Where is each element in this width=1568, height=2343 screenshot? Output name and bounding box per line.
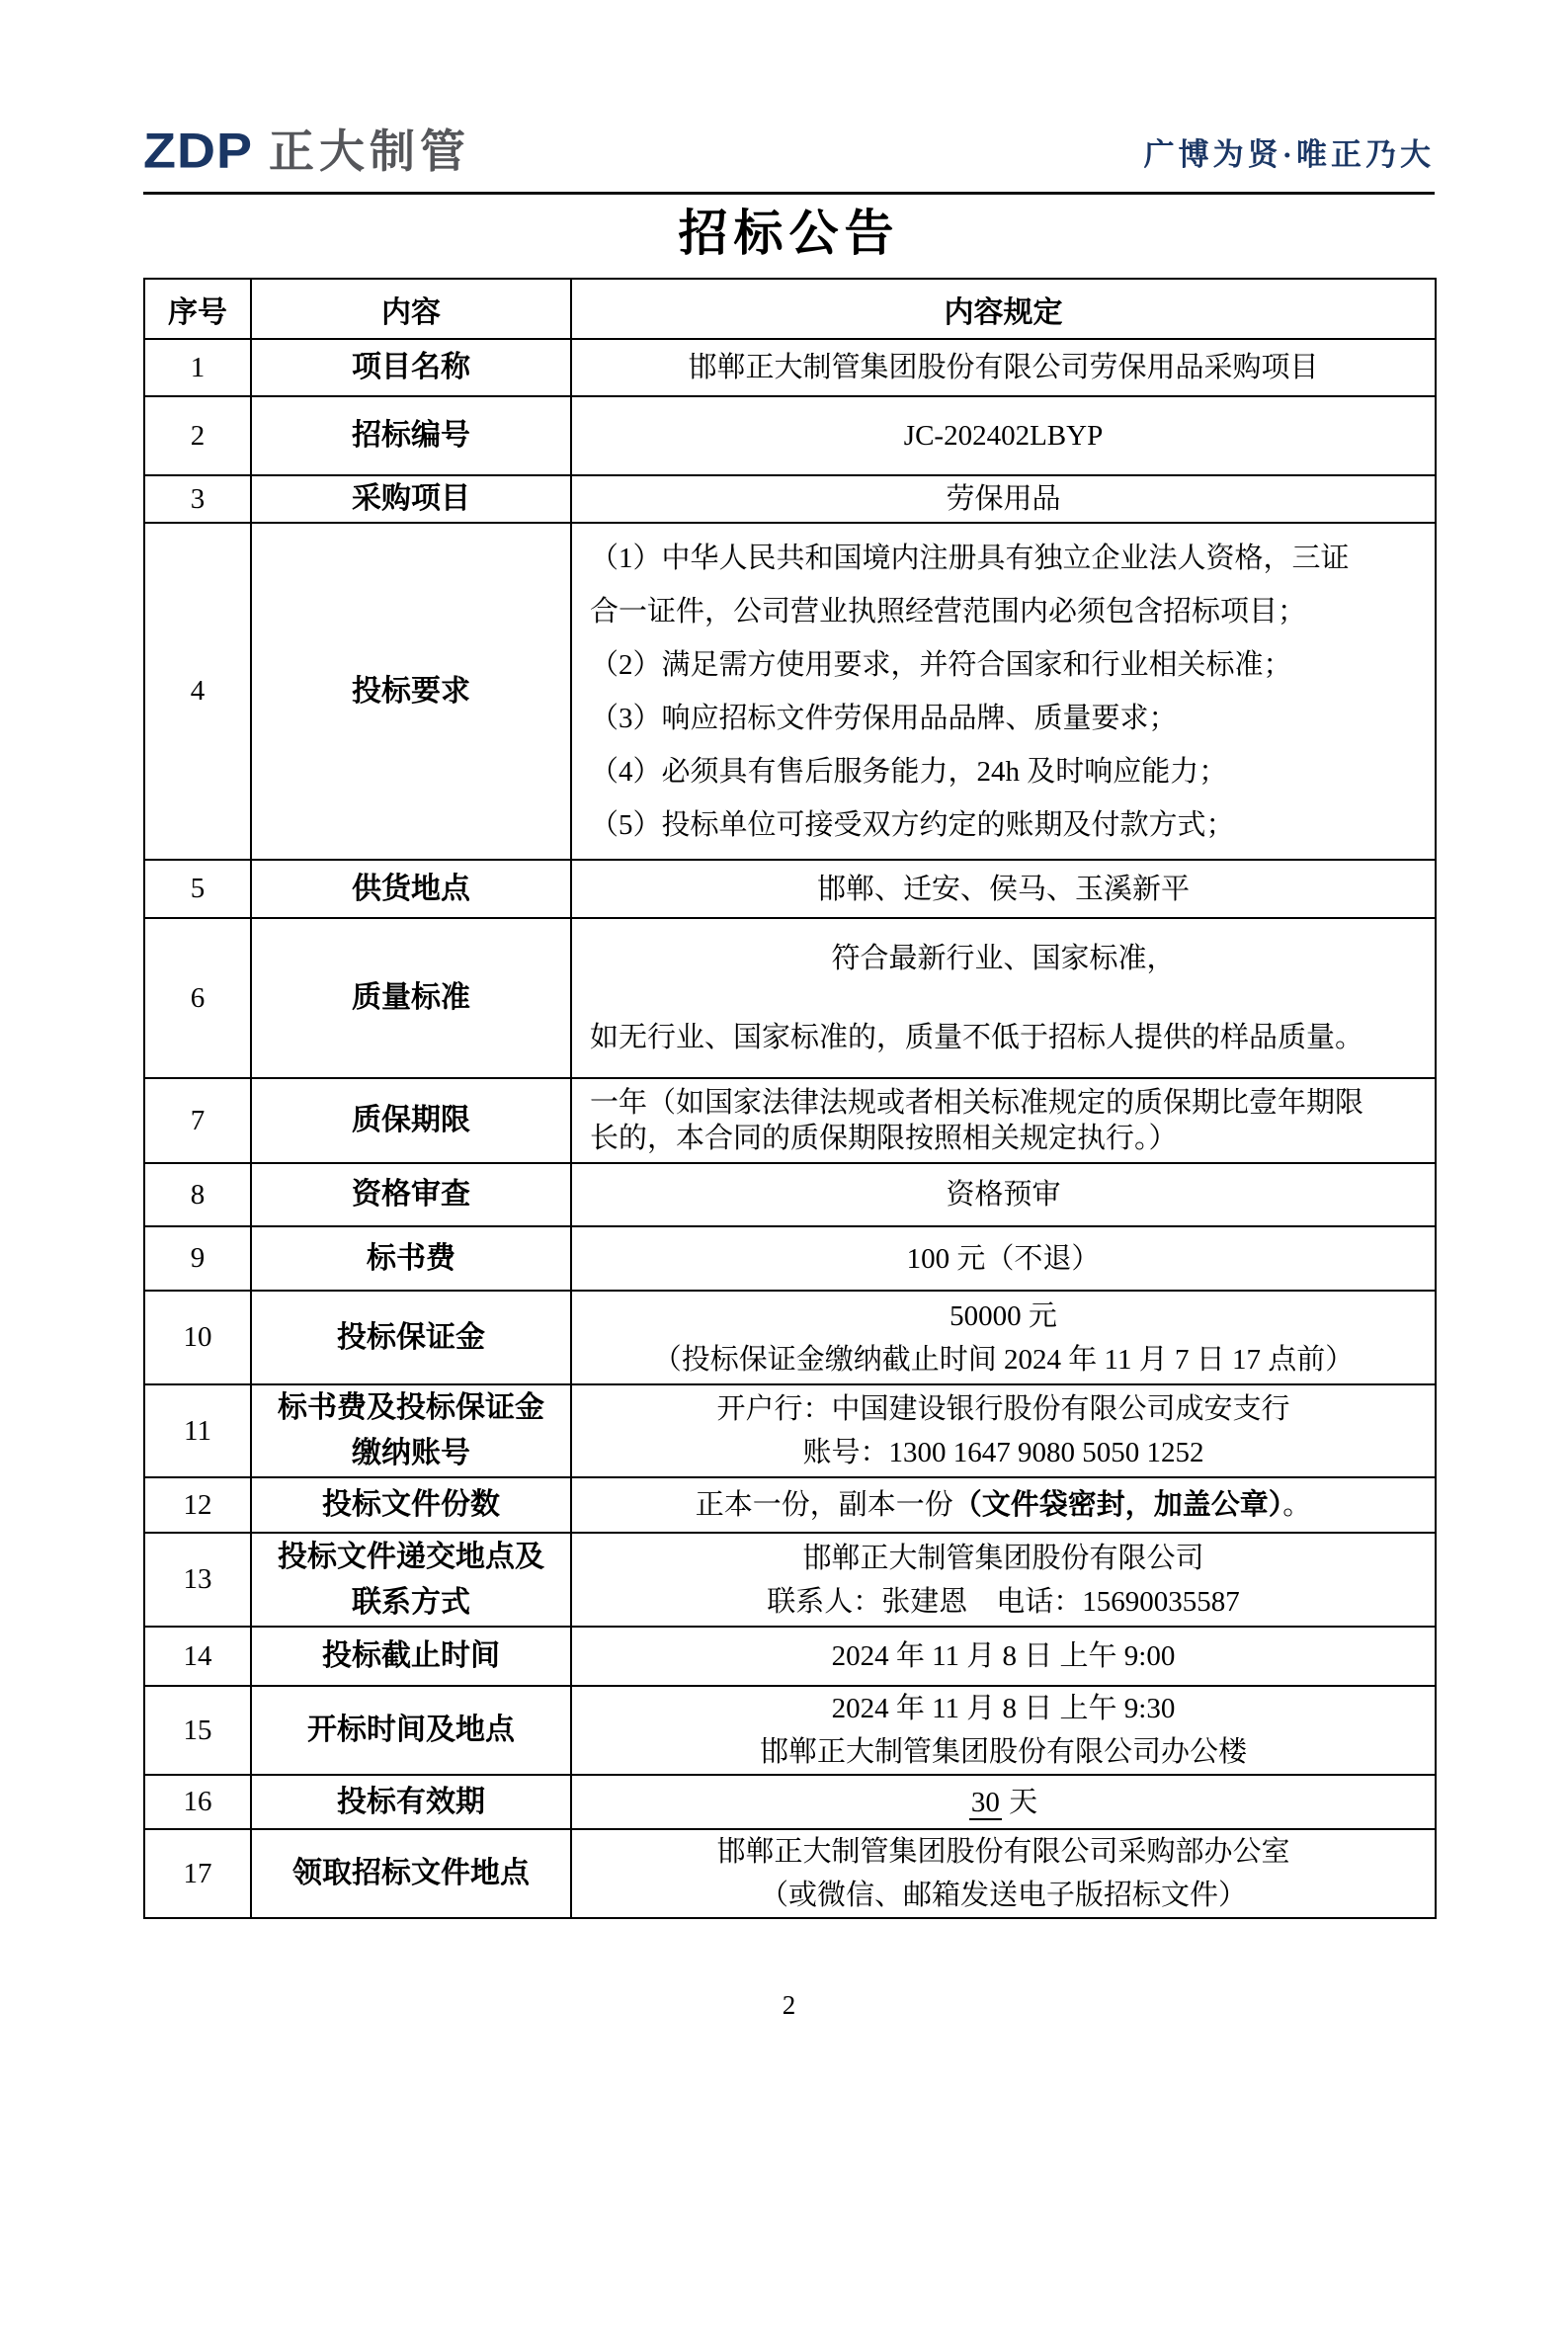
table-row: [144, 396, 1436, 475]
table-row: [144, 1686, 1436, 1775]
row-content-cell: [571, 1163, 1436, 1226]
text-segment: 联系人：张建恩 电话：15690035587: [767, 1585, 1240, 1618]
content-line: [572, 1237, 1435, 1281]
row-label-line: 缴纳账号: [352, 1437, 470, 1469]
logo-company-name: 正大制管: [269, 126, 470, 177]
text-segment: 邯郸正大制管集团股份有限公司: [802, 1542, 1204, 1574]
row-content-cell: [571, 339, 1436, 396]
table-body: [144, 339, 1436, 1918]
row-label-line: 投标文件递交地点及: [278, 1540, 544, 1573]
row-label-cell: [251, 918, 571, 1078]
content-line: [572, 1338, 1435, 1381]
text-segment: 邯郸正大制管集团股份有限公司办公楼: [759, 1736, 1247, 1768]
content-line: [572, 1173, 1435, 1216]
table-row: [144, 1533, 1436, 1627]
page-number: 2: [782, 1990, 796, 2020]
page-header: [143, 125, 1435, 195]
row-content-cell: [571, 1627, 1436, 1686]
row-content-cell: [571, 1078, 1436, 1163]
row-label-line: 质量标准: [352, 981, 470, 1014]
row-content-cell: [571, 1686, 1436, 1775]
row-number-cell: 15: [144, 1686, 251, 1775]
content-line: [572, 346, 1435, 389]
table-row: [144, 523, 1436, 860]
table-row: [144, 1226, 1436, 1291]
text-segment: （1）中华人民共和国境内注册具有独立企业法人资格，三证: [590, 542, 1350, 574]
row-label-line: 项目名称: [352, 351, 470, 383]
row-number-cell: 2: [144, 396, 251, 475]
table-row: [144, 339, 1436, 396]
row-label-cell: [251, 1163, 571, 1226]
content-line: [572, 1634, 1435, 1678]
row-label-line: 采购项目: [352, 482, 470, 515]
content-line: [572, 998, 1435, 1077]
content-line: [572, 1295, 1435, 1338]
content-line: [572, 745, 1435, 798]
row-label-line: 投标截止时间: [322, 1639, 500, 1672]
column-header-2: 内容规定: [571, 279, 1436, 339]
content-line: [572, 1830, 1435, 1874]
content-line: [572, 692, 1435, 745]
table-row: [144, 1627, 1436, 1686]
row-number-cell: 9: [144, 1226, 251, 1291]
row-label-line: 投标文件份数: [322, 1488, 500, 1521]
content-line: [572, 1085, 1435, 1121]
logo-zdp-icon: ZDP: [143, 124, 253, 179]
row-number-cell: 10: [144, 1291, 251, 1384]
row-label-line: 投标保证金: [337, 1320, 485, 1354]
content-line: [572, 868, 1435, 911]
content-line: [572, 1537, 1435, 1580]
text-segment: 劳保用品: [946, 483, 1061, 515]
table-row: [144, 1477, 1436, 1533]
content-line: [572, 1874, 1435, 1917]
row-label-line: 招标编号: [352, 419, 470, 452]
text-segment: （2）满足需方使用要求，并符合国家和行业相关标准；: [590, 648, 1292, 681]
text-segment: （3）响应招标文件劳保用品品牌、质量要求；: [590, 702, 1178, 734]
text-segment: 天: [1001, 1786, 1038, 1818]
row-label-line: 质保期限: [352, 1104, 470, 1136]
row-label-cell: [251, 1775, 571, 1829]
text-segment: 开户行：中国建设银行股份有限公司成安支行: [716, 1393, 1290, 1425]
row-number-cell: 11: [144, 1384, 251, 1477]
row-number-cell: 17: [144, 1829, 251, 1918]
row-content-cell: [571, 475, 1436, 523]
row-label-line: 标书费及投标保证金: [278, 1391, 544, 1424]
row-content-cell: [571, 918, 1436, 1078]
text-segment: （4）必须具有售后服务能力，24h 及时响应能力；: [590, 755, 1228, 788]
tender-table: [143, 278, 1437, 1919]
row-label-line: 资格审查: [352, 1178, 470, 1211]
row-label-line: 标书费: [367, 1241, 455, 1275]
text-segment: 50000 元: [949, 1299, 1057, 1332]
column-header-1: 内容: [251, 279, 571, 339]
company-logo: [143, 125, 470, 178]
table-row: [144, 860, 1436, 918]
bold-text: （文件袋密封，加盖公章）: [952, 1489, 1283, 1521]
content-line: [572, 1687, 1435, 1730]
row-label-cell: [251, 1078, 571, 1163]
text-segment: 一年（如国家法律法规或者相关标准规定的质保期比壹年期限: [590, 1087, 1364, 1119]
content-line: [572, 414, 1435, 458]
text-segment: 合一证件，公司营业执照经营范围内必须包含招标项目；: [590, 595, 1307, 628]
row-number-cell: 1: [144, 339, 251, 396]
row-content-cell: [571, 1829, 1436, 1918]
text-segment: 100 元（不退）: [906, 1242, 1101, 1275]
row-label-line: 投标要求: [352, 674, 470, 708]
text-segment: 邯郸正大制管集团股份有限公司劳保用品采购项目: [688, 352, 1319, 383]
column-header-0: 序号: [144, 279, 251, 339]
row-content-cell: [571, 1226, 1436, 1291]
row-content-cell: [571, 396, 1436, 475]
content-line: [572, 532, 1435, 585]
page: [143, 125, 1435, 2021]
row-label-cell: [251, 523, 571, 860]
text-segment: 长的，本合同的质保期限按照相关规定执行。）: [590, 1123, 1178, 1154]
row-number-cell: 4: [144, 523, 251, 860]
row-label-cell: [251, 475, 571, 523]
content-line: [572, 638, 1435, 692]
text-segment: 2024 年 11 月 8 日 上午 9:30: [831, 1693, 1176, 1724]
row-label-cell: [251, 1627, 571, 1686]
row-label-cell: [251, 1533, 571, 1627]
row-content-cell: [571, 1291, 1436, 1384]
row-number-cell: 5: [144, 860, 251, 918]
table-row: [144, 1163, 1436, 1226]
table-row: [144, 475, 1436, 523]
content-line: [572, 919, 1435, 998]
table-row: [144, 1384, 1436, 1477]
content-line: [572, 1580, 1435, 1624]
text-segment: （投标保证金缴纳截止时间 2024 年 11 月 7 日 17 点前）: [652, 1343, 1355, 1376]
table-row: [144, 1291, 1436, 1384]
row-number-cell: 3: [144, 475, 251, 523]
row-label-line: 领取招标文件地点: [292, 1857, 530, 1889]
row-label-cell: [251, 1829, 571, 1918]
row-content-cell: [571, 1533, 1436, 1627]
row-label-line: 供货地点: [352, 872, 470, 905]
header-slogan: 广博为贤·唯正乃大: [1143, 136, 1435, 172]
row-label-cell: [251, 339, 571, 396]
table-header-row: [144, 279, 1436, 339]
row-label-cell: [251, 396, 571, 475]
text-segment: 如无行业、国家标准的，质量不低于招标人提供的样品质量。: [590, 1022, 1364, 1053]
content-line: [572, 1387, 1435, 1431]
row-label-cell: [251, 1686, 571, 1775]
text-segment: 符合最新行业、国家标准，: [831, 943, 1176, 974]
row-content-cell: [571, 1384, 1436, 1477]
content-line: [572, 1121, 1435, 1156]
text-segment: 账号：1300 1647 9080 5050 1252: [802, 1437, 1204, 1468]
content-line: [572, 1730, 1435, 1774]
row-content-cell: [571, 1775, 1436, 1829]
text-segment: （5）投标单位可接受双方约定的账期及付款方式；: [590, 808, 1235, 841]
row-number-cell: 14: [144, 1627, 251, 1686]
row-number-cell: 12: [144, 1477, 251, 1533]
content-line: [572, 585, 1435, 638]
row-number-cell: 6: [144, 918, 251, 1078]
row-number-cell: 8: [144, 1163, 251, 1226]
content-line: [572, 1781, 1435, 1824]
row-content-cell: [571, 523, 1436, 860]
row-number-cell: 16: [144, 1775, 251, 1829]
text-segment: 资格预审: [946, 1179, 1061, 1211]
row-number-cell: 7: [144, 1078, 251, 1163]
text-segment: 正本一份，副本一份: [695, 1489, 953, 1521]
text-segment: JC-202402LBYP: [903, 420, 1104, 452]
row-label-line: 投标有效期: [337, 1785, 485, 1818]
table-row: [144, 1829, 1436, 1918]
row-label-cell: [251, 1291, 571, 1384]
row-label-cell: [251, 1226, 571, 1291]
row-number-cell: 13: [144, 1533, 251, 1627]
row-label-cell: [251, 860, 571, 918]
text-segment: 。: [1282, 1489, 1312, 1521]
row-content-cell: [571, 860, 1436, 918]
table-row: [144, 1078, 1436, 1163]
text-segment: 邯郸正大制管集团股份有限公司采购部办公室: [716, 1836, 1290, 1868]
text-segment: （或微信、邮箱发送电子版招标文件）: [759, 1880, 1247, 1911]
content-line: [572, 477, 1435, 521]
row-content-cell: [571, 1477, 1436, 1533]
content-line: [572, 1483, 1435, 1527]
text-segment: 2024 年 11 月 8 日 上午 9:00: [831, 1640, 1176, 1672]
row-label-line: 联系方式: [352, 1585, 470, 1619]
row-label-cell: [251, 1384, 571, 1477]
page-title: 招标公告: [678, 206, 900, 261]
table-row: [144, 918, 1436, 1078]
row-label-line: 开标时间及地点: [307, 1714, 515, 1746]
text-segment: 邯郸、迁安、侯马、玉溪新平: [816, 873, 1190, 905]
content-line: [572, 1431, 1435, 1474]
row-label-cell: [251, 1477, 571, 1533]
underlined-text: 30: [970, 1786, 1000, 1818]
content-line: [572, 798, 1435, 852]
table-row: [144, 1775, 1436, 1829]
